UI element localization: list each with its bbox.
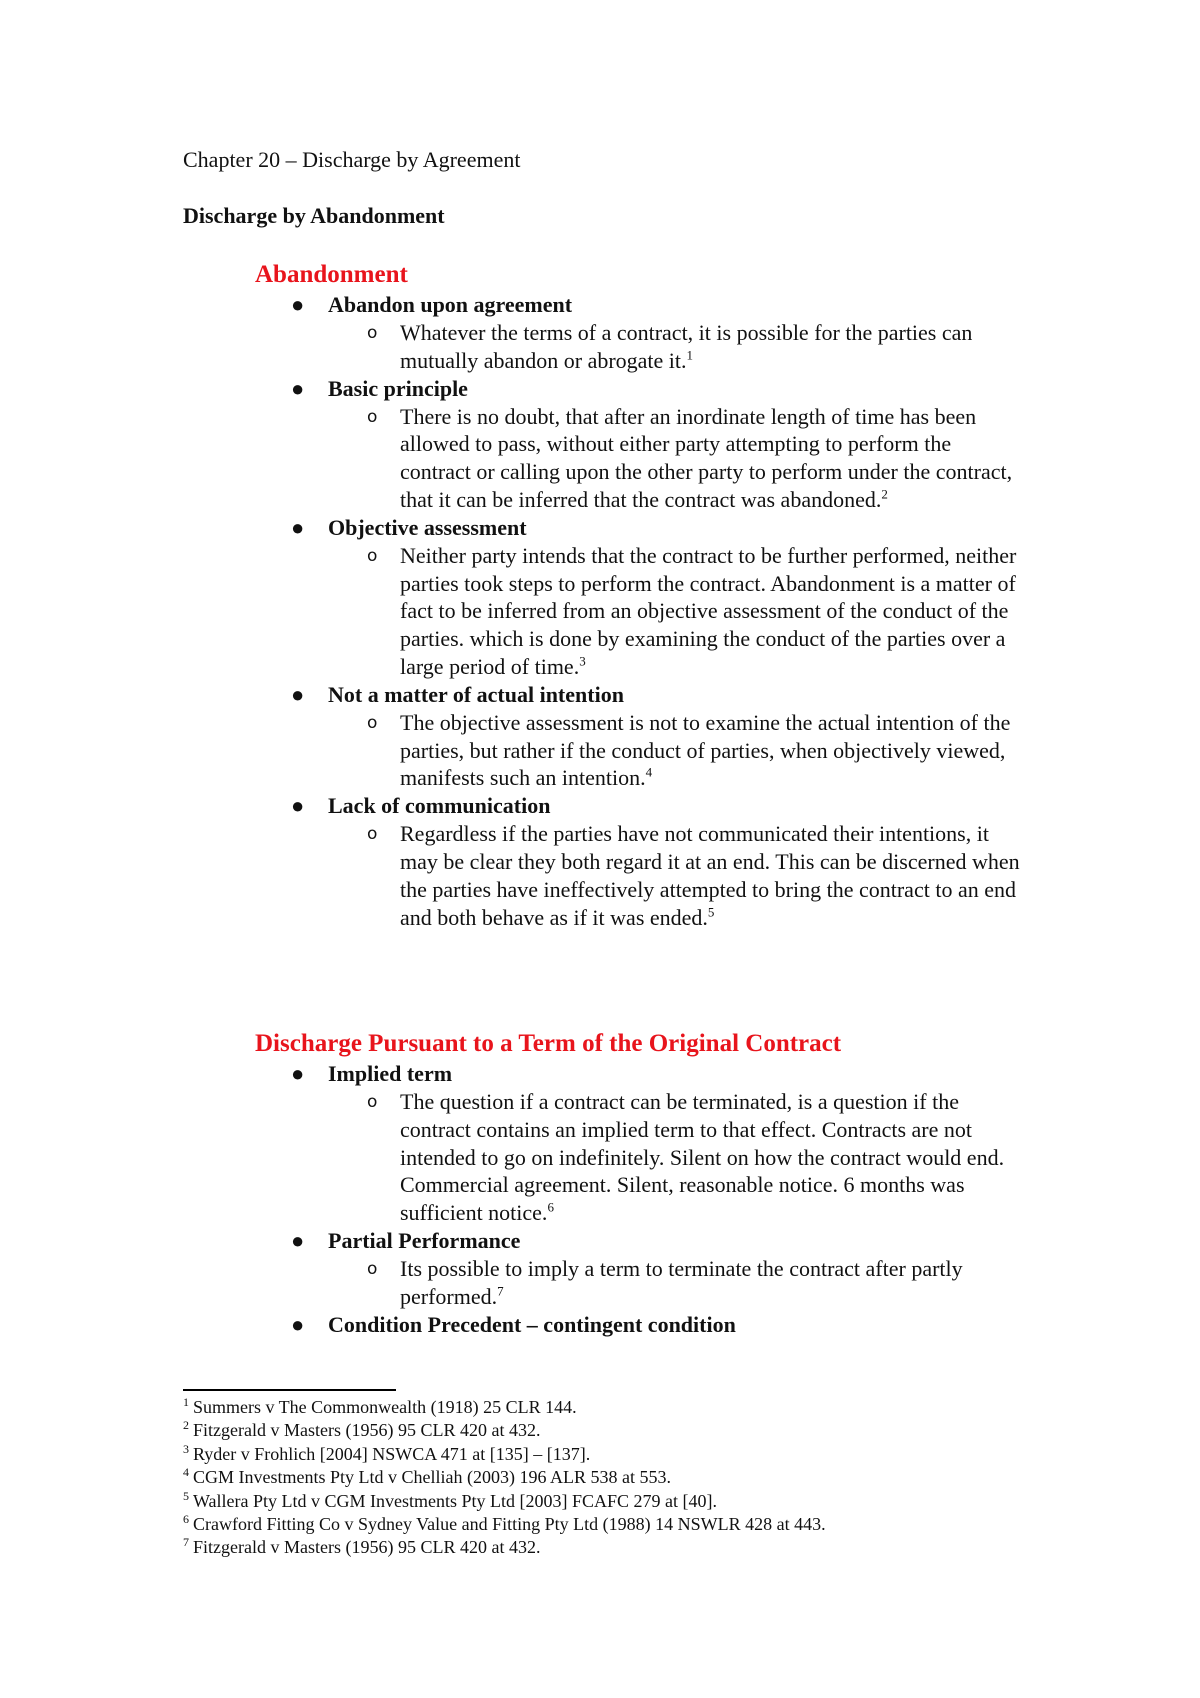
footnote-number: 6 [183,1512,189,1527]
sub-bullet-icon: o [367,1092,378,1112]
footnote [183,1513,1143,1536]
sub-bullet-icon: o [367,1258,378,1279]
abandonment-list [0,291,1200,931]
footnote [183,1466,1143,1489]
item-detail-text: Whatever the terms of a contract, it is possible for the parties can mutually abandon or abrogate it. [400,320,973,373]
item-detail-text: Regardless if the parties have not communicated their intentions, it may be clear they both regard it at an end. This can be discerned when the parties have ineffectively attempted to bring the contract to an end and both behave as if it was ended. [400,821,1020,930]
item-detail [367,542,1025,681]
footnote-number: 1 [183,1395,189,1409]
sub-bullet-icon: o [367,824,378,845]
footnote [183,1419,1143,1442]
bullet-icon: ● [291,1061,305,1086]
list-item [0,1060,1200,1227]
footnote [183,1396,1143,1419]
list-item [0,1311,1200,1339]
sub-bullet-icon: o [367,712,378,733]
sub-bullet-icon: o [367,323,378,343]
footnote-text: Ryder v Frohlich [2004] NSWCA 471 at [135] – [137]. [193,1443,591,1464]
footnote-ref[interactable]: 5 [707,904,715,920]
footnote-ref[interactable]: 2 [881,486,888,502]
bullet-icon: ● [291,681,305,707]
item-title: Objective assessment [328,514,527,540]
footnote [183,1536,1143,1559]
footnote-text: Crawford Fitting Co v Sydney Value and Fitting Pty Ltd (1988) 14 NSWLR 428 at 443. [193,1514,826,1535]
section-heading-abandonment: Abandonment [255,261,408,288]
bullet-icon: ● [291,514,305,540]
bullet-icon: ● [291,375,305,401]
chapter-title: Chapter 20 – Discharge by Agreement [183,147,521,172]
footnote-text: Summers v The Commonwealth (1918) 25 CLR 144. [193,1397,577,1417]
footnote-text: Fitzgerald v Masters (1956) 95 CLR 420 at 432. [193,1420,541,1441]
item-title: Abandon upon agreement [328,292,573,317]
footnote-number: 3 [183,1441,189,1456]
item-detail [367,1255,1025,1311]
footnote [183,1490,1143,1513]
item-detail [367,403,1025,514]
footnote-number: 2 [183,1418,189,1433]
item-detail [367,709,1025,792]
footnote-ref[interactable]: 1 [686,347,694,363]
item-detail [367,319,1025,375]
bullet-icon: ● [291,292,305,317]
item-detail-text: There is no doubt, that after an inordinate length of time has been allowed to pass, without either party attempting to perform the contract or calling upon the other party to perform under the contract, that it can be inferred that the contract was abandoned. [400,403,1013,512]
item-title: Implied term [328,1061,453,1086]
item-detail-text: Its possible to imply a term to terminate the contract after partly performed. [400,1255,963,1309]
item-detail-text: Neither party intends that the contract to be further performed, neither parties took steps to perform the contract. Abandonment is a matter of fact to be inferred from an objective assessment of the conduct of the parties. which is done by examining the conduct of the parties over a large period of time. [400,542,1017,679]
footnote [183,1443,1143,1466]
footnote-ref[interactable]: 7 [497,1283,504,1299]
item-title: Basic principle [328,375,468,401]
discharge-pursuant-list [0,1060,1200,1339]
list-item [0,291,1200,375]
item-title: Partial Performance [328,1227,521,1253]
footnote-text: CGM Investments Pty Ltd v Chelliah (2003) 196 ALR 538 at 553. [193,1467,671,1488]
list-item [0,792,1200,931]
item-detail [367,1088,1025,1227]
footnote-text: Fitzgerald v Masters (1956) 95 CLR 420 at 432. [193,1537,541,1558]
footnote-ref[interactable]: 4 [645,765,653,781]
footnote-ref[interactable]: 6 [547,1199,554,1215]
footnote-number: 7 [183,1535,189,1550]
list-item [0,375,1200,514]
item-detail-text: The objective assessment is not to examine the actual intention of the parties, but rather if the conduct of parties, when objectively viewed, manifests such an intention. [400,709,1011,791]
footnote-ref[interactable]: 3 [579,653,586,669]
footnote-number: 4 [183,1465,189,1480]
item-title: Condition Precedent – contingent condition [328,1311,736,1337]
bullet-icon: ● [291,793,305,819]
footnote-separator [183,1389,396,1391]
footnotes-list [183,1396,1143,1560]
footnote-number: 5 [183,1488,189,1503]
bullet-icon: ● [291,1227,305,1253]
item-title: Lack of communication [328,793,551,819]
list-item [0,514,1200,681]
item-detail-text: The question if a contract can be terminated, is a question if the contract contains an implied term to that effect. Contracts are not intended to go on indefinitely. Silent on how the contract would end. Commercial agreement. Silent, reasonable notice. 6 months was sufficient notice. [400,1089,1005,1226]
list-item [0,681,1200,792]
item-title: Not a matter of actual intention [328,681,624,707]
item-detail [367,820,1025,931]
bullet-icon: ● [291,1311,305,1337]
section-heading-discharge-pursuant: Discharge Pursuant to a Term of the Original Contract [255,1030,842,1057]
list-item [0,1227,1200,1311]
document-heading: Discharge by Abandonment [183,203,445,228]
sub-bullet-icon: o [367,545,378,566]
footnote-text: Wallera Pty Ltd v CGM Investments Pty Ltd [2003] FCAFC 279 at [40]. [193,1490,718,1511]
sub-bullet-icon: o [367,406,378,427]
